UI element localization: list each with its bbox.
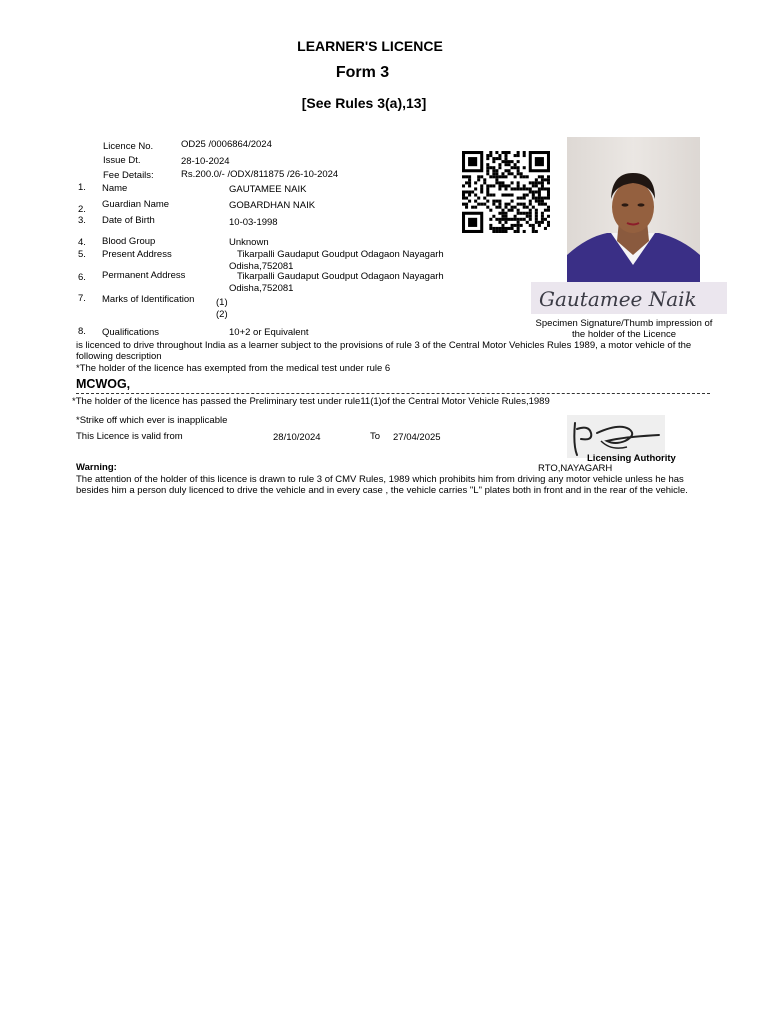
licence-no-value: OD25 /0006864/2024 <box>181 139 272 150</box>
form-number: Form 3 <box>335 64 390 81</box>
holder-signature <box>531 282 727 314</box>
permanent-address-label: Permanent Address <box>102 270 186 281</box>
field-num: 8. <box>78 326 86 337</box>
signature-caption-line1: Specimen Signature/Thumb impression of <box>535 318 713 329</box>
field-num: 6. <box>78 272 86 283</box>
signature-caption-line2: the holder of the Licence <box>571 329 677 340</box>
medical-exemption-note: *The holder of the licence has exempted from the medical test under rule 6 <box>76 363 391 374</box>
warning-label: Warning: <box>76 462 117 473</box>
document-title: LEARNER'S LICENCE <box>297 38 443 54</box>
holder-photo <box>567 137 700 282</box>
strike-off-note: *Strike off which ever is inapplicable <box>76 415 228 426</box>
authority-signature <box>567 415 665 458</box>
marks-value-1: (1) <box>216 297 228 308</box>
field-num: 2. <box>78 204 86 215</box>
dob-value: 10-03-1998 <box>229 217 278 228</box>
field-num: 7. <box>78 293 86 304</box>
warning-text: The attention of the holder of this licence is drawn to rule 3 of CMV Rules, 1989 which prohibits him from driving any motor vehicle unless he has besides him a person duly licenced to drive the vehicle and in every case , the vehicle carries "L" plates both in front and in the rear of the vehicle. <box>76 474 688 496</box>
permanent-address-line2: Odisha,752081 <box>229 283 294 294</box>
marks-label: Marks of Identification <box>102 294 195 305</box>
qr-code <box>462 151 550 233</box>
issue-date-value: 28-10-2024 <box>181 156 230 167</box>
field-num: 4. <box>78 237 86 248</box>
blood-group-label: Blood Group <box>102 236 156 247</box>
fee-label: Fee Details: <box>103 170 154 181</box>
licence-no-label: Licence No. <box>103 141 154 152</box>
holder-signature-text: Gautamee Naik <box>539 287 697 311</box>
present-address-line1: Tikarpalli Gaudaput Goudput Odagaon Nayagarh <box>237 249 444 260</box>
qualification-label: Qualifications <box>102 327 160 338</box>
fee-value: Rs.200.0/- /ODX/811875 /26-10-2024 <box>181 169 339 180</box>
present-address-line2: Odisha,752081 <box>229 261 294 272</box>
licensing-authority-title: Licensing Authority <box>587 453 676 464</box>
marks-value-2: (2) <box>216 309 228 320</box>
blood-group-value: Unknown <box>229 237 269 248</box>
rto-office: RTO,NAYAGARH <box>538 463 613 474</box>
field-num: 5. <box>78 249 86 260</box>
present-address-label: Present Address <box>102 249 172 260</box>
validity-label: This Licence is valid from <box>76 431 183 442</box>
guardian-label: Guardian Name <box>102 199 170 210</box>
issue-date-label: Issue Dt. <box>103 155 141 166</box>
name-label: Name <box>102 183 128 194</box>
rules-reference: [See Rules 3(a),13] <box>301 95 427 111</box>
guardian-value: GOBARDHAN NAIK <box>229 200 316 211</box>
vehicle-classes: MCWOG, <box>76 377 131 391</box>
divider <box>76 393 710 394</box>
permanent-address-line1: Tikarpalli Gaudaput Goudput Odagaon Nayagarh <box>237 271 444 282</box>
qualification-value: 10+2 or Equivalent <box>229 327 309 338</box>
valid-to-label: To <box>370 431 381 442</box>
dob-label: Date of Birth <box>102 215 155 226</box>
name-value: GAUTAMEE NAIK <box>229 184 307 195</box>
preliminary-test-note: *The holder of the licence has passed the Preliminary test under rule11(1)of the Central Motor Vehicle Rules,1989 <box>72 396 550 407</box>
valid-to-date: 27/04/2025 <box>393 432 441 443</box>
licenced-statement: is licenced to drive throughout India as a learner subject to the provisions of rule 3 of the Central Motor Vehicles Rules 1989, a motor vehicle of the following description <box>76 340 692 362</box>
field-num: 3. <box>78 215 86 226</box>
field-num: 1. <box>78 182 86 193</box>
valid-from-date: 28/10/2024 <box>273 432 321 443</box>
